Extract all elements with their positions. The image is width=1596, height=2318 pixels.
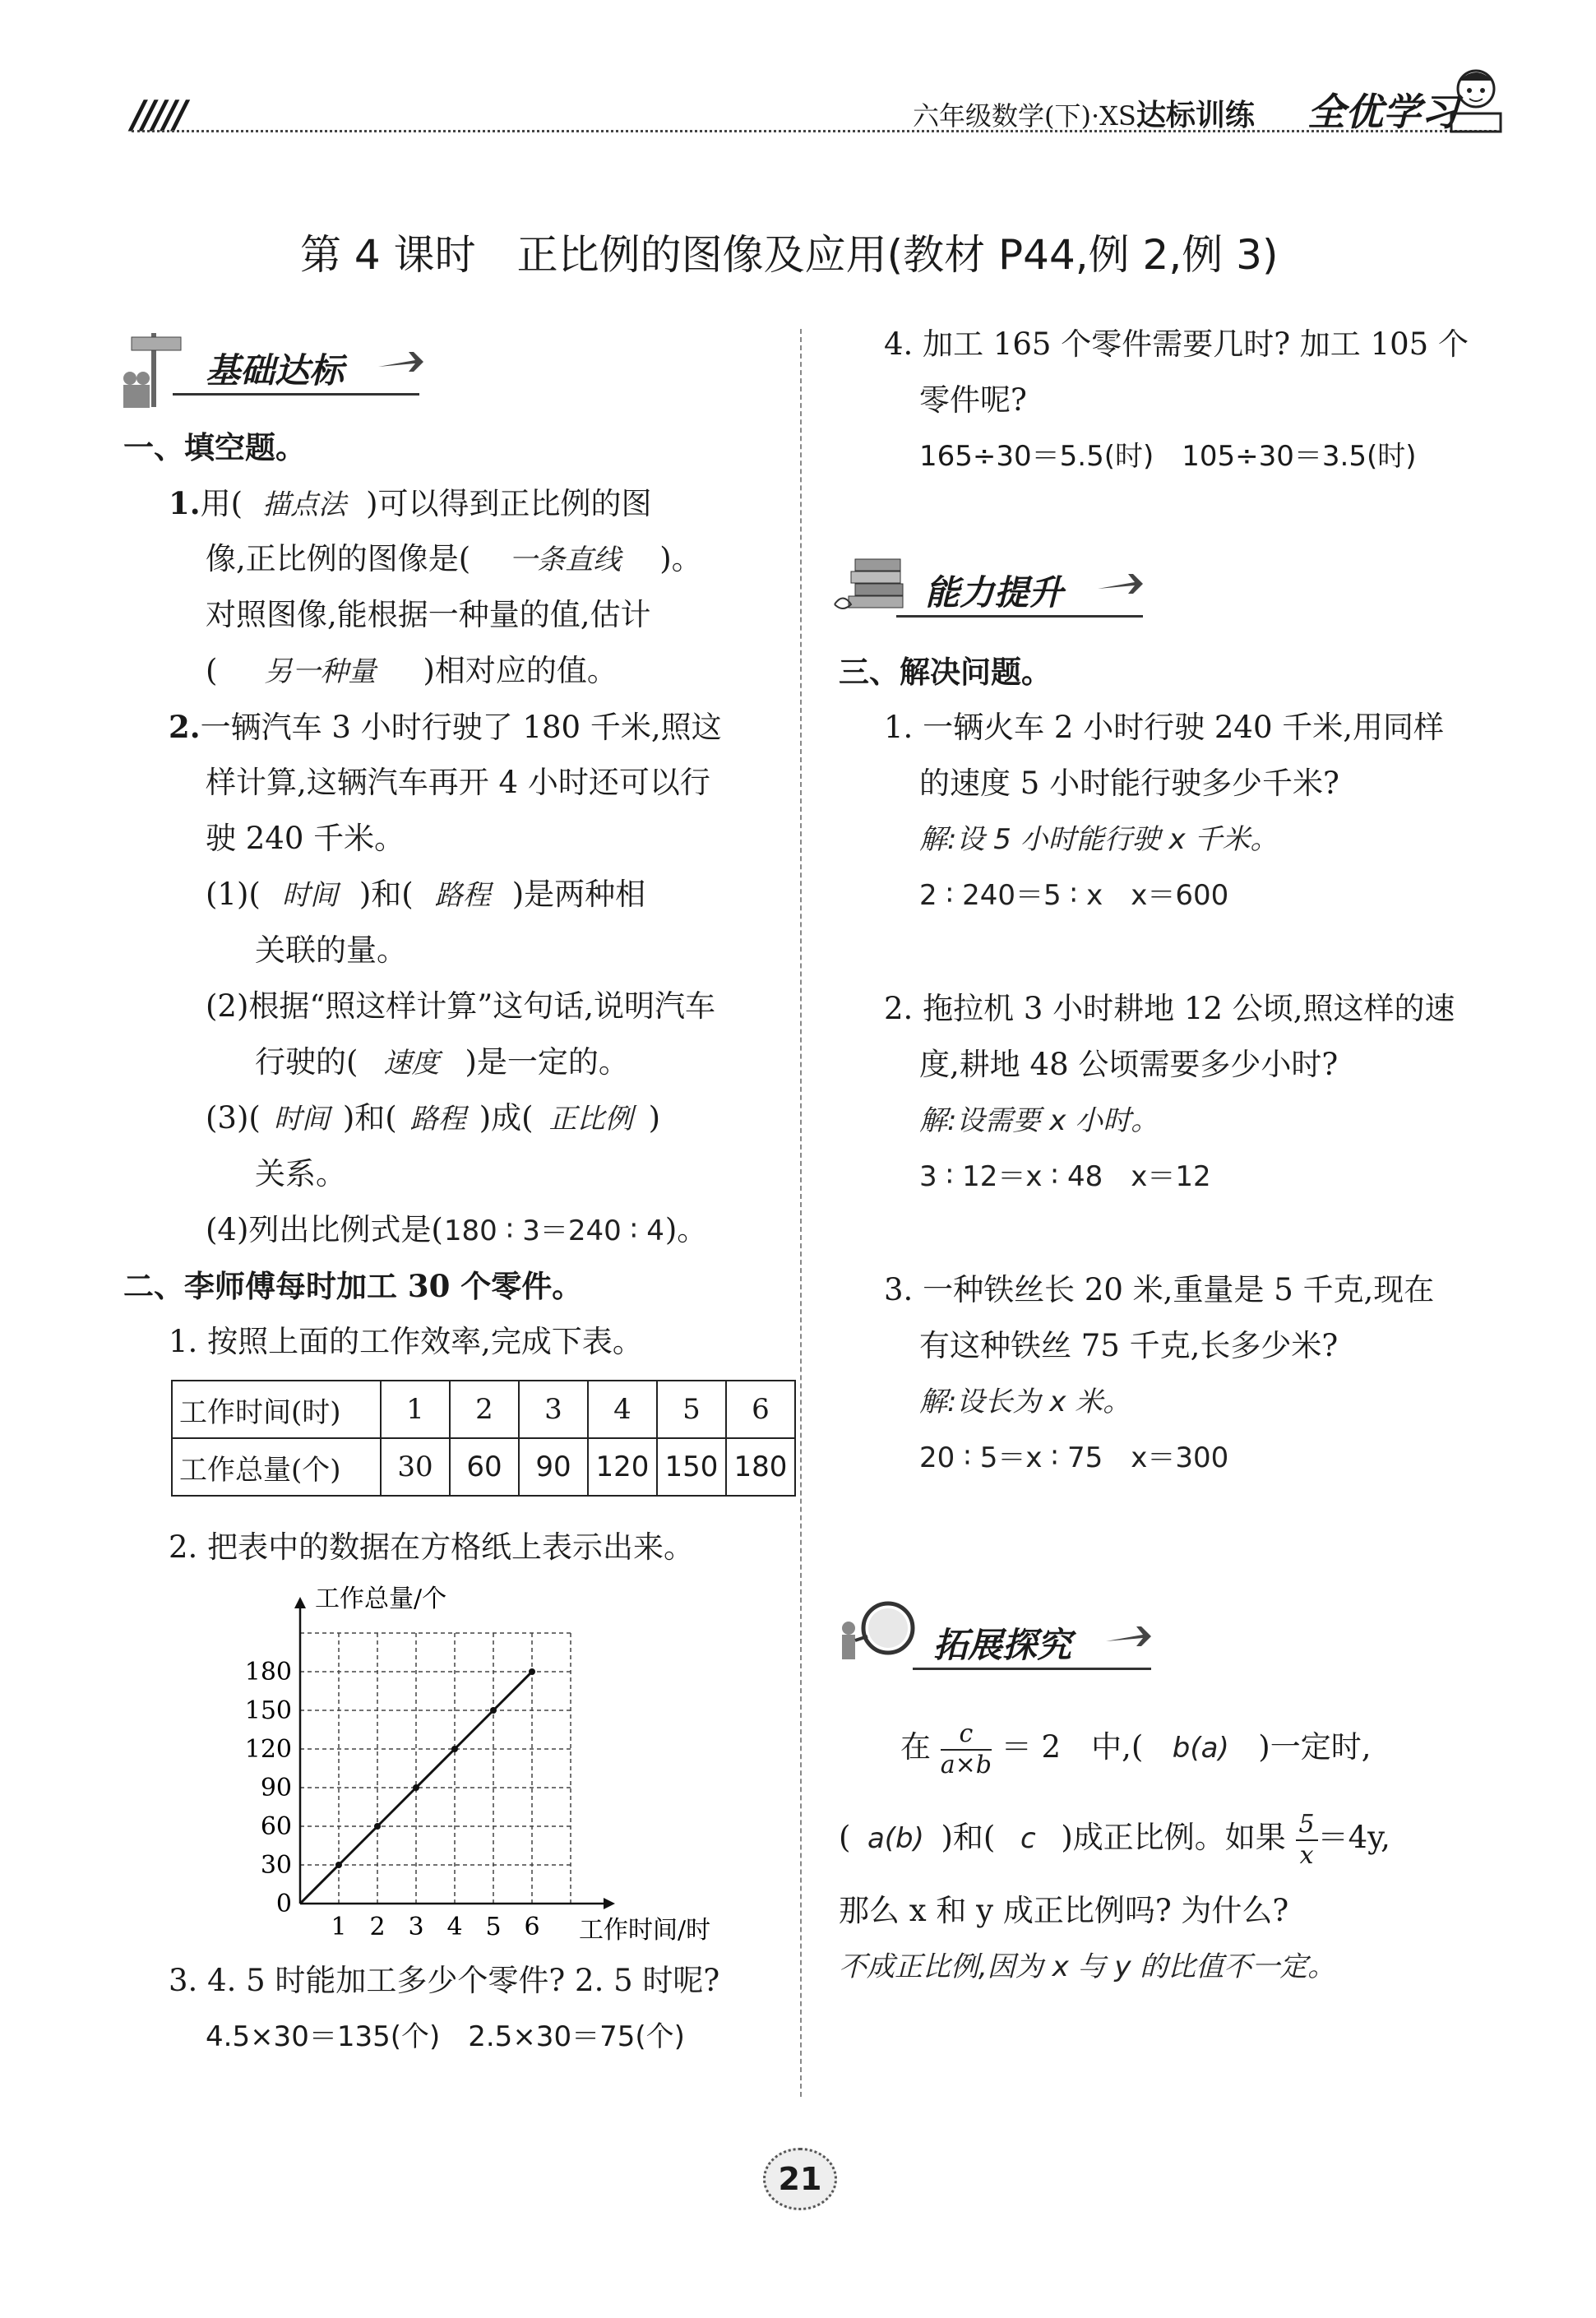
table-header: 工作时间(时) [172, 1381, 381, 1438]
p2-q3-answer: 4.5×30＝135(个) 2.5×30＝75(个) [206, 2020, 685, 2053]
page-title: 第 4 课时 正比例的图像及应用(教材 P44,例 2,例 3) [300, 231, 1279, 279]
header-series: 达标训练 [1136, 98, 1255, 132]
answer-blank: 速度 [383, 1047, 440, 1080]
answer-blank: 路程 [409, 1103, 466, 1136]
p3-q2-solution2: 3 ∶ 12＝x ∶ 48 x＝12 [919, 1160, 1211, 1193]
q2-sub1: (1)( 时间 )和( 路程 )是两种相 [206, 867, 645, 923]
p3-q1-solution2: 2 ∶ 240＝5 ∶ x x＝600 [919, 879, 1229, 912]
p3-q2-solution1: 解:设需要 x 小时。 [919, 1104, 1159, 1137]
p2-q1: 1. 按照上面的工作效率,完成下表。 [169, 1324, 643, 1359]
header-decoration: ///// [132, 92, 185, 136]
column-divider [800, 329, 802, 2097]
table-cell: 180 [726, 1438, 795, 1496]
answer-blank: 180 ∶ 3＝240 ∶ 4 [443, 1215, 664, 1247]
p3-q3-solution2: 20 ∶ 5＝x ∶ 75 x＝300 [919, 1441, 1229, 1474]
p3-q1-solution1: 解:设 5 小时能行驶 x 千米。 [919, 823, 1279, 856]
x-tick-label: 5 [485, 1913, 502, 1941]
x-tick-label: 4 [446, 1913, 463, 1941]
q2-sub1-cont: 关联的量。 [255, 932, 407, 968]
proportion-chart [222, 1575, 732, 1953]
explore-line2: ( a(b) )和( c )成正比例。如果 $\frac{5}{x}$ ＝4y, [839, 1801, 1390, 1876]
books-icon [830, 547, 913, 621]
answer-blank: 一条直线 [509, 544, 622, 576]
answer-blank: 路程 [434, 879, 491, 912]
table-cell: 2 [450, 1381, 519, 1438]
q1-line3: 对照图像,能根据一种量的值,估计 [206, 597, 651, 632]
p3-q3-solution1: 解:设长为 x 米。 [919, 1386, 1131, 1418]
q1-line4: ( 另一种量 )相对应的值。 [206, 643, 618, 700]
y-tick-label: 90 [260, 1774, 292, 1802]
answer-blank: b(a) [1172, 1732, 1229, 1765]
header-subtitle: 六年级数学(下)·XS达标训练 [913, 98, 1255, 132]
p3-q3-line2: 有这种铁丝 75 千克,长多少米? [919, 1328, 1339, 1363]
p3-q1-line1: 1. 一辆火车 2 小时行驶 240 千米,用同样 [884, 710, 1445, 745]
data-point [451, 1746, 458, 1752]
q2-line1: 2.一辆汽车 3 小时行驶了 180 千米,照这 [169, 709, 722, 745]
p2-q3: 3. 4. 5 时能加工多少个零件? 2. 5 时呢? [169, 1963, 720, 1998]
answer-blank: a(b) [867, 1822, 924, 1855]
table-header: 工作总量(个) [172, 1438, 381, 1496]
y-tick-label: 30 [260, 1851, 292, 1880]
table-row [172, 1438, 795, 1496]
x-axis-arrow-icon [604, 1898, 615, 1909]
data-point [335, 1862, 342, 1868]
answer-blank: 正比例 [548, 1103, 633, 1136]
answer-blank: c [1020, 1822, 1036, 1855]
fraction: $\frac{c}{a\times b}$ [940, 1719, 992, 1779]
brand-logo: 全优学习 [1307, 90, 1459, 134]
q2-line2: 样计算,这辆汽车再开 4 小时还可以行 [206, 765, 710, 800]
explore-line1: 在 $\frac{c}{a\times b}$ ＝ 2 中,( b(a) )一定时, [900, 1710, 1371, 1785]
part3-heading: 三、解决问题。 [839, 654, 1052, 690]
answer-blank: 时间 [273, 1103, 330, 1136]
y-tick-label: 0 [275, 1890, 292, 1918]
q2-sub3-cont: 关系。 [255, 1156, 346, 1191]
table-cell: 60 [450, 1438, 519, 1496]
airplane-icon [1094, 566, 1143, 607]
work-table [171, 1380, 796, 1497]
data-point [529, 1668, 535, 1675]
airplane-icon [1102, 1618, 1151, 1659]
q1-line1: 1.用( 描点法 )可以得到正比例的图 [169, 475, 652, 533]
table-cell: 3 [519, 1381, 588, 1438]
q2-sub2-cont: 行驶的( 速度 )是一定的。 [255, 1034, 629, 1091]
x-tick-label: 1 [331, 1913, 347, 1941]
airplane-icon [374, 344, 423, 385]
answer-blank: 另一种量 [264, 655, 377, 688]
table-cell: 120 [588, 1438, 657, 1496]
x-axis-label: 工作时间/时 [579, 1916, 711, 1945]
data-point [490, 1707, 497, 1714]
data-point [374, 1823, 381, 1830]
table-cell: 150 [657, 1438, 726, 1496]
data-point [413, 1784, 419, 1791]
q1-line2: 像,正比例的图像是( 一条直线 )。 [206, 531, 702, 588]
explore-answer: 不成正比例,因为 x 与 y 的比值不一定。 [839, 1950, 1336, 1983]
p2-q4-line1: 4. 加工 165 个零件需要几时? 加工 105 个 [884, 326, 1469, 362]
p3-q2-line1: 2. 拖拉机 3 小时耕地 12 公顷,照这样的速 [884, 991, 1455, 1026]
section-explore: 拓展探究 [933, 1625, 1072, 1665]
x-tick-label: 2 [369, 1913, 386, 1941]
table-cell: 90 [519, 1438, 588, 1496]
explore-line3: 那么 x 和 y 成正比例吗? 为什么? [839, 1893, 1289, 1928]
q2-sub2: (2)根据“照这样计算”这句话,说明汽车 [206, 988, 716, 1024]
answer-blank: 描点法 [262, 488, 347, 521]
q2-sub3: (3)( 时间 )和( 路程 )成( 正比例 ) [206, 1090, 660, 1147]
y-axis-arrow-icon [294, 1597, 306, 1608]
x-tick-label: 3 [408, 1913, 424, 1941]
y-tick-label: 150 [244, 1696, 292, 1725]
section-basic: 基础达标 [206, 350, 345, 391]
section-advance-rule [896, 615, 1143, 618]
part2-heading: 二、李师傅每时加工 30 个零件。 [123, 1268, 583, 1304]
page-number: 21 [763, 2148, 837, 2210]
table-cell: 5 [657, 1381, 726, 1438]
p3-q1-line2: 的速度 5 小时能行驶多少千米? [919, 766, 1339, 801]
table-row [172, 1381, 795, 1438]
y-tick-label: 60 [260, 1812, 292, 1841]
answer-blank: 时间 [281, 879, 338, 912]
q2-line3: 驶 240 千米。 [206, 821, 405, 856]
part1-heading: 一、填空题。 [123, 429, 306, 465]
p3-q2-line2: 度,耕地 48 公顷需要多少小时? [919, 1047, 1339, 1082]
y-axis-label: 工作总量/个 [315, 1585, 447, 1613]
p2-q2: 2. 把表中的数据在方格纸上表示出来。 [169, 1529, 695, 1565]
table-cell: 4 [588, 1381, 657, 1438]
section-advance: 能力提升 [925, 572, 1064, 613]
table-cell: 30 [381, 1438, 450, 1496]
p2-q4-answer: 165÷30＝5.5(时) 105÷30＝3.5(时) [919, 440, 1417, 473]
fraction: $\frac{5}{x}$ [1296, 1810, 1318, 1871]
y-tick-label: 120 [244, 1735, 292, 1764]
y-tick-label: 180 [244, 1658, 292, 1686]
p2-q4-line2: 零件呢? [919, 382, 1027, 418]
header-rule [132, 130, 1497, 132]
p3-q3-line1: 3. 一种铁丝长 20 米,重量是 5 千克,现在 [884, 1272, 1435, 1307]
table-cell: 1 [381, 1381, 450, 1438]
mascot-icon [1443, 64, 1509, 138]
x-tick-label: 6 [524, 1913, 540, 1941]
q2-sub4: (4)列出比例式是(180 ∶ 3＝240 ∶ 4)。 [206, 1202, 707, 1259]
section-explore-rule [913, 1668, 1151, 1670]
signpost-icon [115, 329, 189, 411]
magnifier-icon [830, 1595, 921, 1677]
section-basic-rule [173, 393, 419, 396]
table-cell: 6 [726, 1381, 795, 1438]
